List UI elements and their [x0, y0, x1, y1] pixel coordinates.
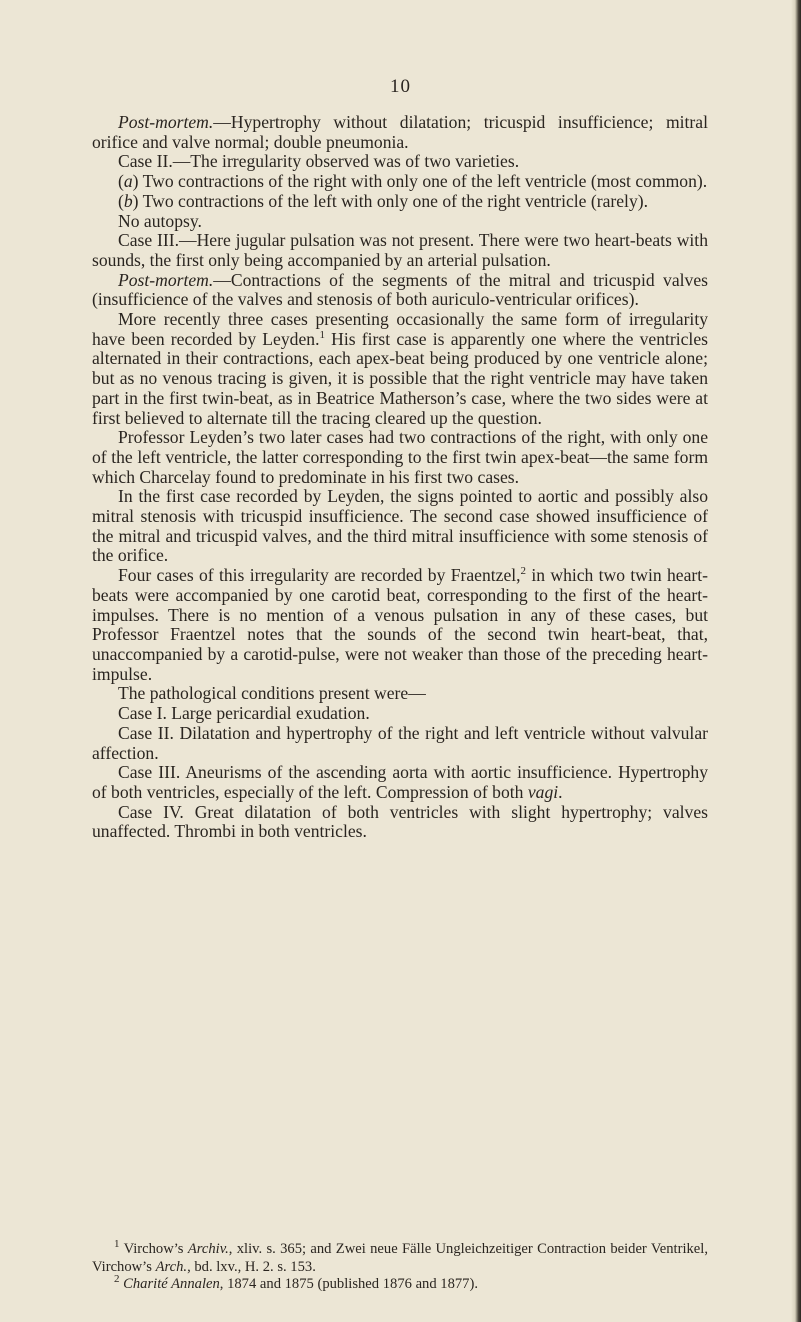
footnote-ref-1: 1 — [319, 328, 325, 341]
paragraph-condition-case-2: Case II. Dilatation and hypertrophy of the right and left ventricle without valvular affection. — [92, 722, 708, 763]
footnote-1: $^1$ Virchow’s Archiv., xliv. s. 365; and Zwei neue Fälle Ungleichzeitiger Contraction beider Ventrikel, Virchow’s Arch., bd. lxv., H. 2. s. 153. — [92, 1238, 708, 1275]
paragraph-variety-a: (a) Two contractions of the right with only one of the left ventricle (most common). — [118, 171, 708, 192]
paragraph-variety-b: (b) Two contractions of the left with only one of the right ventricle (rarely). — [118, 190, 648, 211]
paragraph-case-2: Case II.—The irregularity observed was of two varieties. — [118, 151, 520, 172]
footnote-ref-2: 2 — [520, 565, 527, 578]
paragraph-fraentzel: Four cases of this irregularity are recorded by Fraentzel,$^2$ in which two twin heart-beats were accompanied by one carotid beat, corresponding to the first of the heart-impulses. There is no mention of a venous pulsation in any of these cases, but Professor Fraentzel notes that the sounds of the second twin heart-beat, that, unaccompanied by a carotid-pulse, were not weaker than those of the preceding heart-impulse. — [92, 565, 708, 684]
page-edge-shadow — [791, 0, 801, 1322]
paragraph-condition-case-3: Case III. Aneurisms of the ascending aorta with aortic insufficience. Hypertrophy of both ventricles, especially of the left. Compression of both vagi. — [92, 762, 708, 802]
footnote-2: $^2$ Charité Annalen, 1874 and 1875 (published 1876 and 1877). — [114, 1273, 478, 1292]
paragraph-leyden-later: Professor Leyden’s two later cases had two contractions of the right, with only one of the left ventricle, the latter corresponding to the first twin apex-beat—the same form which Charcelay found to predominate in his first two cases. — [92, 427, 708, 487]
paragraph-postmortem-1: Post-mortem.—Hypertrophy without dilatation; tricuspid insufficience; mitral orifice and valve normal; double pneumonia. — [92, 112, 708, 152]
paragraph-case-3: Case III.—Here jugular pulsation was not present. There were two heart-beats with sounds, the first only being accompanied by an arterial pulsation. — [92, 230, 708, 270]
paragraph-condition-case-4: Case IV. Great dilatation of both ventricles with slight hypertrophy; valves unaffected. Thrombi in both ventricles. — [92, 801, 708, 842]
page-number: 10 — [390, 76, 411, 97]
paragraph-leyden-first: In the first case recorded by Leyden, the signs pointed to aortic and possibly also mitral stenosis with tricuspid insufficience. The second case showed insufficience of the mitral and tricuspid valves, and the third mitral insufficience with some stenosis of the orifice. — [92, 486, 708, 566]
body-text — [92, 113, 708, 842]
paragraph-postmortem-2: Post-mortem.—Contractions of the segments of the mitral and tricuspid valves (insufficience of the valves and stenosis of both auriculo-ventricular orifices). — [92, 269, 708, 310]
paragraph-conditions: The pathological conditions present were— — [118, 683, 426, 704]
paragraph-no-autopsy: No autopsy. — [118, 210, 202, 231]
paragraph-condition-case-1: Case I. Large pericardial exudation. — [118, 703, 370, 724]
footnotes — [92, 1238, 708, 1294]
paragraph-leyden: More recently three cases presenting occasionally the same form of irregularity have been recorded by Leyden.$^1$ His first case is apparently one where the ventricles alternated in their contractions, each apex-beat being produced by one ventricle alone; but as no venous tracing is given, it is possible that the right ventricle may have taken part in the first twin-beat, as in Beatrice Matherson’s case, where the two sides were at first believed to alternate till the tracing cleared up the question. — [92, 309, 708, 428]
